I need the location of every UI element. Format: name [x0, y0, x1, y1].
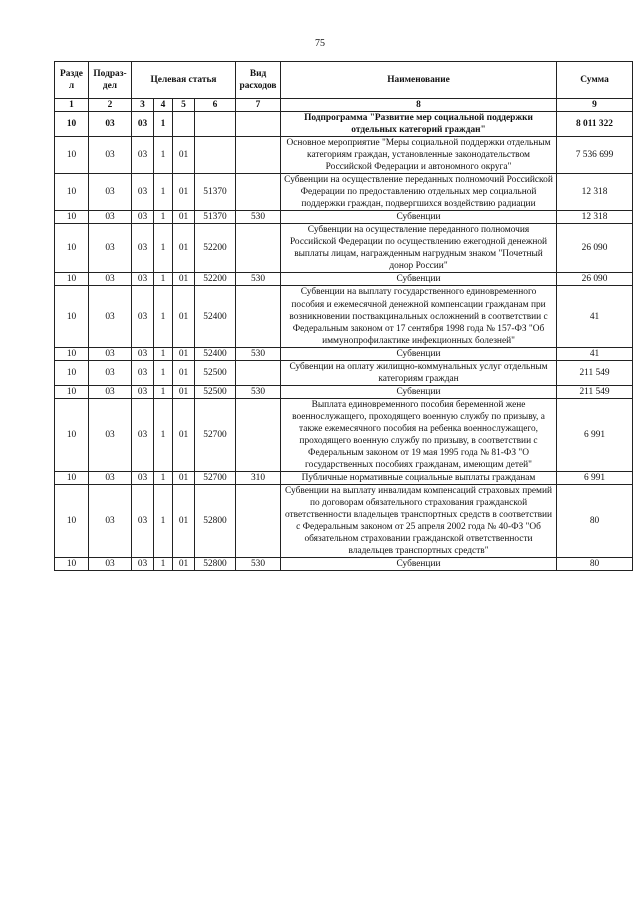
column-number: 7: [236, 99, 281, 112]
cell-razdel: 10: [55, 286, 89, 347]
table-row: [55, 211, 633, 224]
cell-sum: 26 090: [557, 273, 633, 286]
cell-target-3: 01: [173, 398, 195, 471]
cell-target-1: 03: [132, 286, 154, 347]
cell-target-3: 01: [173, 558, 195, 571]
cell-podrazdel: 03: [89, 286, 132, 347]
cell-target-4: [195, 112, 236, 137]
cell-target-3: [173, 112, 195, 137]
cell-target-1: 03: [132, 211, 154, 224]
cell-target-2: 1: [154, 286, 173, 347]
cell-podrazdel: 03: [89, 174, 132, 211]
cell-razdel: 10: [55, 360, 89, 385]
cell-expense-type: 530: [236, 273, 281, 286]
cell-name: Публичные нормативные социальные выплаты гражданам: [281, 471, 557, 484]
cell-sum: 7 536 699: [557, 137, 633, 174]
cell-target-4: 52800: [195, 558, 236, 571]
column-number: 1: [55, 99, 89, 112]
cell-target-4: 52400: [195, 286, 236, 347]
cell-razdel: 10: [55, 224, 89, 273]
column-number: 2: [89, 99, 132, 112]
cell-target-3: 01: [173, 385, 195, 398]
budget-table: [54, 61, 633, 571]
cell-expense-type: [236, 398, 281, 471]
cell-target-2: 1: [154, 112, 173, 137]
cell-expense-type: 530: [236, 558, 281, 571]
cell-target-4: 52800: [195, 484, 236, 557]
cell-target-1: 03: [132, 137, 154, 174]
column-number: 5: [173, 99, 195, 112]
cell-sum: 12 318: [557, 211, 633, 224]
cell-razdel: 10: [55, 471, 89, 484]
cell-target-2: 1: [154, 224, 173, 273]
cell-razdel: 10: [55, 137, 89, 174]
cell-razdel: 10: [55, 174, 89, 211]
cell-expense-type: [236, 174, 281, 211]
cell-podrazdel: 03: [89, 398, 132, 471]
cell-name: Основное мероприятие "Меры социальной поддержки отдельным категориям граждан, установленные законодательством Российской Федерации и автономного округа": [281, 137, 557, 174]
table-row: [55, 174, 633, 211]
cell-target-2: 1: [154, 360, 173, 385]
page-number: 75: [315, 38, 325, 49]
cell-target-2: 1: [154, 273, 173, 286]
cell-razdel: 10: [55, 484, 89, 557]
cell-expense-type: 530: [236, 347, 281, 360]
cell-razdel: 10: [55, 211, 89, 224]
table-row: [55, 385, 633, 398]
table-row: [55, 558, 633, 571]
cell-target-4: 52400: [195, 347, 236, 360]
cell-target-1: 03: [132, 347, 154, 360]
cell-name: Субвенции на оплату жилищно-коммунальных услуг отдельным категориям граждан: [281, 360, 557, 385]
cell-target-1: 03: [132, 558, 154, 571]
table-row: [55, 471, 633, 484]
cell-target-4: 52200: [195, 273, 236, 286]
header-sum: Сумма: [557, 62, 633, 99]
column-number: 8: [281, 99, 557, 112]
cell-podrazdel: 03: [89, 385, 132, 398]
cell-target-2: 1: [154, 137, 173, 174]
header-row: [55, 62, 633, 99]
cell-target-3: 01: [173, 224, 195, 273]
cell-name: Субвенции на выплату государственного единовременного пособия и ежемесячной денежной компенсации гражданам при возникновении поствакцинальных осложнений в соответствии с Федеральным законом от 17 сентября 1998 года № 157-ФЗ "Об иммунопрофилактике инфекционных болезней": [281, 286, 557, 347]
cell-target-1: 03: [132, 471, 154, 484]
cell-target-1: 03: [132, 112, 154, 137]
cell-target-4: 52500: [195, 360, 236, 385]
table-row: [55, 398, 633, 471]
cell-target-2: 1: [154, 484, 173, 557]
cell-name: Субвенции: [281, 385, 557, 398]
cell-podrazdel: 03: [89, 112, 132, 137]
cell-sum: 6 991: [557, 398, 633, 471]
cell-sum: 8 011 322: [557, 112, 633, 137]
header-razdel: Разде л: [55, 62, 89, 99]
cell-target-2: 1: [154, 174, 173, 211]
cell-podrazdel: 03: [89, 137, 132, 174]
cell-razdel: 10: [55, 112, 89, 137]
cell-name: Субвенции: [281, 347, 557, 360]
cell-podrazdel: 03: [89, 360, 132, 385]
cell-target-3: 01: [173, 286, 195, 347]
cell-target-4: 51370: [195, 174, 236, 211]
cell-target-4: 52200: [195, 224, 236, 273]
cell-razdel: 10: [55, 398, 89, 471]
cell-target-3: 01: [173, 360, 195, 385]
cell-expense-type: [236, 360, 281, 385]
cell-expense-type: [236, 112, 281, 137]
cell-name: Субвенции на осуществление переданного полномочия Российской Федерации по осуществлению ежегодной денежной выплаты лицам, награжденным нагрудным знаком "Почетный донор России": [281, 224, 557, 273]
cell-expense-type: [236, 484, 281, 557]
cell-target-1: 03: [132, 360, 154, 385]
cell-expense-type: 530: [236, 385, 281, 398]
cell-razdel: 10: [55, 273, 89, 286]
cell-target-2: 1: [154, 211, 173, 224]
cell-target-2: 1: [154, 398, 173, 471]
cell-razdel: 10: [55, 385, 89, 398]
cell-target-3: 01: [173, 137, 195, 174]
cell-expense-type: [236, 286, 281, 347]
cell-target-1: 03: [132, 224, 154, 273]
cell-sum: 6 991: [557, 471, 633, 484]
cell-name: Субвенции: [281, 558, 557, 571]
cell-target-4: 51370: [195, 211, 236, 224]
cell-target-4: 52500: [195, 385, 236, 398]
cell-podrazdel: 03: [89, 558, 132, 571]
cell-razdel: 10: [55, 558, 89, 571]
cell-target-2: 1: [154, 347, 173, 360]
cell-expense-type: [236, 224, 281, 273]
cell-sum: 26 090: [557, 224, 633, 273]
table-row: [55, 273, 633, 286]
cell-name: Субвенции: [281, 273, 557, 286]
column-number: 4: [154, 99, 173, 112]
cell-target-1: 03: [132, 484, 154, 557]
column-number-row: [55, 99, 633, 112]
table-row: [55, 347, 633, 360]
cell-target-4: [195, 137, 236, 174]
table-row: [55, 286, 633, 347]
cell-sum: 41: [557, 286, 633, 347]
cell-sum: 80: [557, 484, 633, 557]
cell-sum: 211 549: [557, 385, 633, 398]
cell-podrazdel: 03: [89, 224, 132, 273]
cell-target-2: 1: [154, 471, 173, 484]
cell-target-3: 01: [173, 211, 195, 224]
cell-name: Подпрограмма "Развитие мер социальной поддержки отдельных категорий граждан": [281, 112, 557, 137]
cell-target-2: 1: [154, 385, 173, 398]
cell-target-2: 1: [154, 558, 173, 571]
table-row: [55, 484, 633, 557]
cell-name: Субвенции на выплату инвалидам компенсаций страховых премий по договорам обязательного страхования гражданской ответственности владельцев транспортных средств в соответствии с Федеральным законом от 25 апреля 2002 года № 40-ФЗ "Об обязательном страховании гражданской ответственности владельцев транспортных средств": [281, 484, 557, 557]
cell-expense-type: 310: [236, 471, 281, 484]
cell-name: Субвенции: [281, 211, 557, 224]
table-row: [55, 137, 633, 174]
cell-expense-type: 530: [236, 211, 281, 224]
cell-podrazdel: 03: [89, 347, 132, 360]
cell-target-1: 03: [132, 398, 154, 471]
cell-sum: 41: [557, 347, 633, 360]
cell-target-4: 52700: [195, 471, 236, 484]
header-name: Наименование: [281, 62, 557, 99]
column-number: 9: [557, 99, 633, 112]
cell-target-3: 01: [173, 347, 195, 360]
cell-sum: 80: [557, 558, 633, 571]
cell-sum: 12 318: [557, 174, 633, 211]
column-number: 6: [195, 99, 236, 112]
cell-target-1: 03: [132, 174, 154, 211]
cell-target-3: 01: [173, 273, 195, 286]
header-expense-type: Вид расходов: [236, 62, 281, 99]
cell-sum: 211 549: [557, 360, 633, 385]
cell-target-1: 03: [132, 385, 154, 398]
header-podrazdel: Подраз- дел: [89, 62, 132, 99]
cell-razdel: 10: [55, 347, 89, 360]
cell-podrazdel: 03: [89, 273, 132, 286]
cell-name: Субвенции на осуществление переданных полномочий Российской Федерации по предоставлению отдельных мер социальной поддержки граждан, подвергшихся воздействию радиации: [281, 174, 557, 211]
cell-name: Выплата единовременного пособия беременной жене военнослужащего, проходящего военную службу по призыву, а также ежемесячного пособия на ребенка военнослужащего, проходящего военную службу по призыву, в соответствии с Федеральным законом от 19 мая 1995 года № 81-ФЗ "О государственных пособиях гражданам, имеющим детей": [281, 398, 557, 471]
cell-target-1: 03: [132, 273, 154, 286]
header-target-article: Целевая статья: [132, 62, 236, 99]
table-row: [55, 112, 633, 137]
column-number: 3: [132, 99, 154, 112]
table-body: [55, 112, 633, 571]
cell-target-3: 01: [173, 471, 195, 484]
cell-target-3: 01: [173, 484, 195, 557]
table-row: [55, 360, 633, 385]
cell-podrazdel: 03: [89, 484, 132, 557]
cell-expense-type: [236, 137, 281, 174]
table-row: [55, 224, 633, 273]
cell-target-3: 01: [173, 174, 195, 211]
cell-target-4: 52700: [195, 398, 236, 471]
cell-podrazdel: 03: [89, 211, 132, 224]
cell-podrazdel: 03: [89, 471, 132, 484]
